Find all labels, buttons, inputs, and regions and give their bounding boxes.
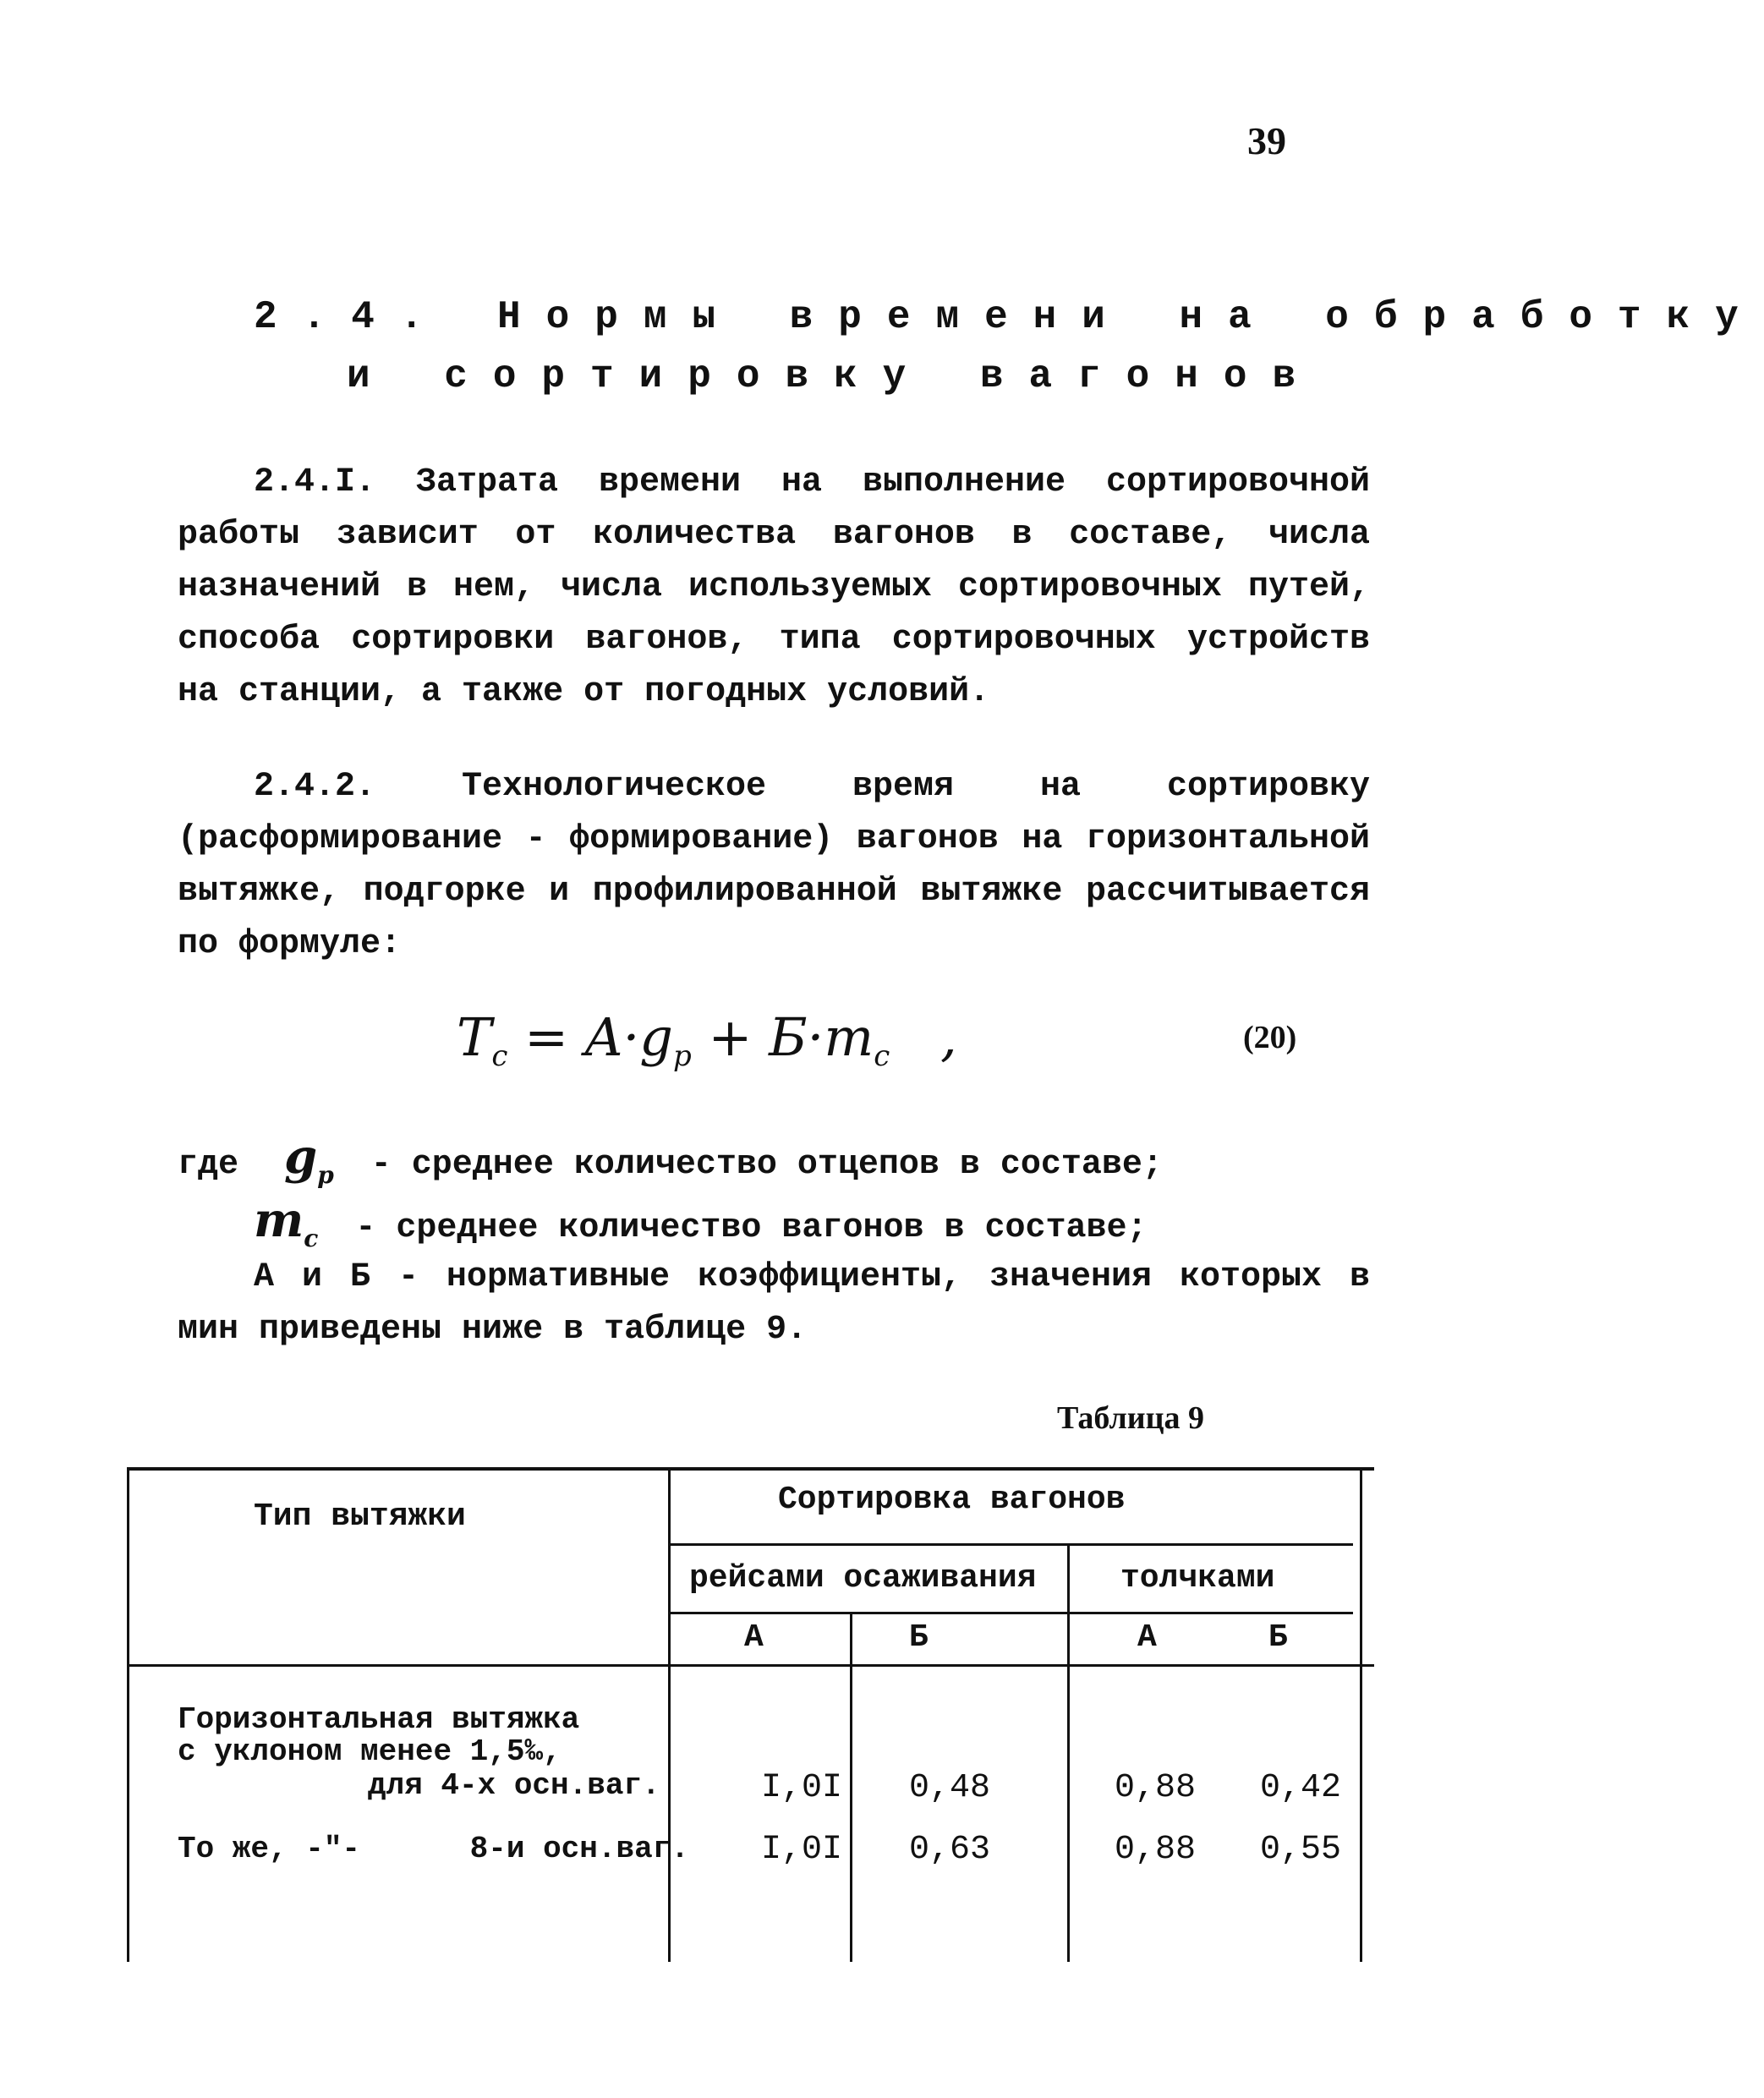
header-col-a2: А bbox=[1137, 1619, 1157, 1656]
header-pushes: толчками bbox=[1120, 1560, 1275, 1597]
formula-term1: A·g bbox=[584, 1006, 673, 1068]
header-col-a1: А bbox=[744, 1619, 764, 1656]
header-type: Тип вытяжки bbox=[254, 1498, 466, 1535]
table-col-header-rule bbox=[668, 1612, 1353, 1614]
table-col1-divider bbox=[668, 1467, 671, 1962]
header-push-shunting: рейсами осаживания bbox=[689, 1560, 1037, 1597]
table-top-rule bbox=[127, 1467, 1374, 1471]
row2-b2: 0,55 bbox=[1260, 1831, 1342, 1869]
formula bbox=[457, 1006, 957, 1073]
section-heading bbox=[254, 288, 1764, 406]
row1-label-line2: с уклоном менее 1,5‰, bbox=[178, 1734, 562, 1769]
section-heading-line1: 2.4. Нормы времени на обработку bbox=[254, 295, 1764, 339]
row2-label: То же, -"- 8-и осн.ваг. bbox=[178, 1832, 689, 1866]
table-left-border bbox=[127, 1467, 129, 1962]
paragraph-2-4-1 bbox=[178, 457, 1370, 719]
page-number: 39 bbox=[1247, 119, 1286, 162]
row1-a2: 0,88 bbox=[1115, 1769, 1197, 1807]
formula-comma: , bbox=[940, 1006, 957, 1068]
row1-label-line3: для 4-х осн.ваг. bbox=[368, 1768, 660, 1803]
symbol-g: $g_p$ bbox=[284, 1129, 334, 1190]
row1-label-line1: Горизонтальная вытяжка bbox=[178, 1702, 580, 1737]
formula-lhs-sub: c bbox=[491, 1039, 508, 1073]
row1-a1: I,0I bbox=[761, 1769, 843, 1807]
header-col-b2: Б bbox=[1268, 1619, 1288, 1656]
definition-mc: - среднее количество вагонов в составе; bbox=[355, 1209, 1148, 1247]
row2-a2: 0,88 bbox=[1115, 1831, 1197, 1869]
row2-a1: I,0I bbox=[761, 1831, 843, 1869]
paragraph-coefficients bbox=[178, 1252, 1370, 1356]
paragraph-2-4-1-text: 2.4.I. Затрата времени на выполнение сортировочной работы зависит от количества вагонов в составе, числа назначений в нем, числа используемых сортировочных путей, способа сортировки вагонов, типа сортировочных устройств на станции, а также от погодных условий. bbox=[178, 463, 1370, 711]
formula-term1-sub: p bbox=[672, 1039, 692, 1073]
where-definition-gp bbox=[178, 1129, 1163, 1189]
header-col-b1: Б bbox=[909, 1619, 929, 1656]
table-header-bottom-rule bbox=[127, 1664, 1374, 1667]
row1-b2: 0,42 bbox=[1260, 1769, 1342, 1807]
row1-b1: 0,48 bbox=[909, 1769, 991, 1807]
symbol-m: $m_c$ bbox=[254, 1192, 319, 1253]
where-prefix: где bbox=[178, 1146, 239, 1184]
row2-b1: 0,63 bbox=[909, 1831, 991, 1869]
table-col2-divider bbox=[850, 1612, 852, 1962]
paragraph-2-4-2-text: 2.4.2. Технологическое время на сортировку (расформирование - формирование) вагонов на горизонтальной вытяжке, подгорке и профилированной вытяжке рассчитывается по формуле: bbox=[178, 768, 1370, 963]
formula-number: (20) bbox=[1243, 1020, 1297, 1055]
formula-plus: + bbox=[708, 1006, 753, 1068]
formula-lhs: T bbox=[457, 1006, 492, 1068]
paragraph-coefficients-text: А и Б - нормативные коэффициенты, значения которых в мин приведены ниже в таблице 9. bbox=[178, 1258, 1370, 1349]
section-heading-line2: и сортировку вагонов bbox=[347, 354, 1322, 398]
table-right-border bbox=[1360, 1467, 1362, 1962]
definition-gp: - среднее количество отцепов в составе; bbox=[370, 1146, 1163, 1184]
table-subheader-rule bbox=[668, 1543, 1353, 1546]
formula-term2-sub: c bbox=[874, 1039, 890, 1073]
header-sorting: Сортировка вагонов bbox=[778, 1482, 1126, 1518]
table-caption: Таблица 9 bbox=[1057, 1400, 1205, 1436]
formula-term2: Б·m bbox=[769, 1006, 874, 1068]
formula-equals: = bbox=[524, 1006, 569, 1068]
where-definition-mc bbox=[254, 1192, 1148, 1252]
table-col3-divider bbox=[1067, 1543, 1070, 1962]
paragraph-2-4-2 bbox=[178, 761, 1370, 971]
